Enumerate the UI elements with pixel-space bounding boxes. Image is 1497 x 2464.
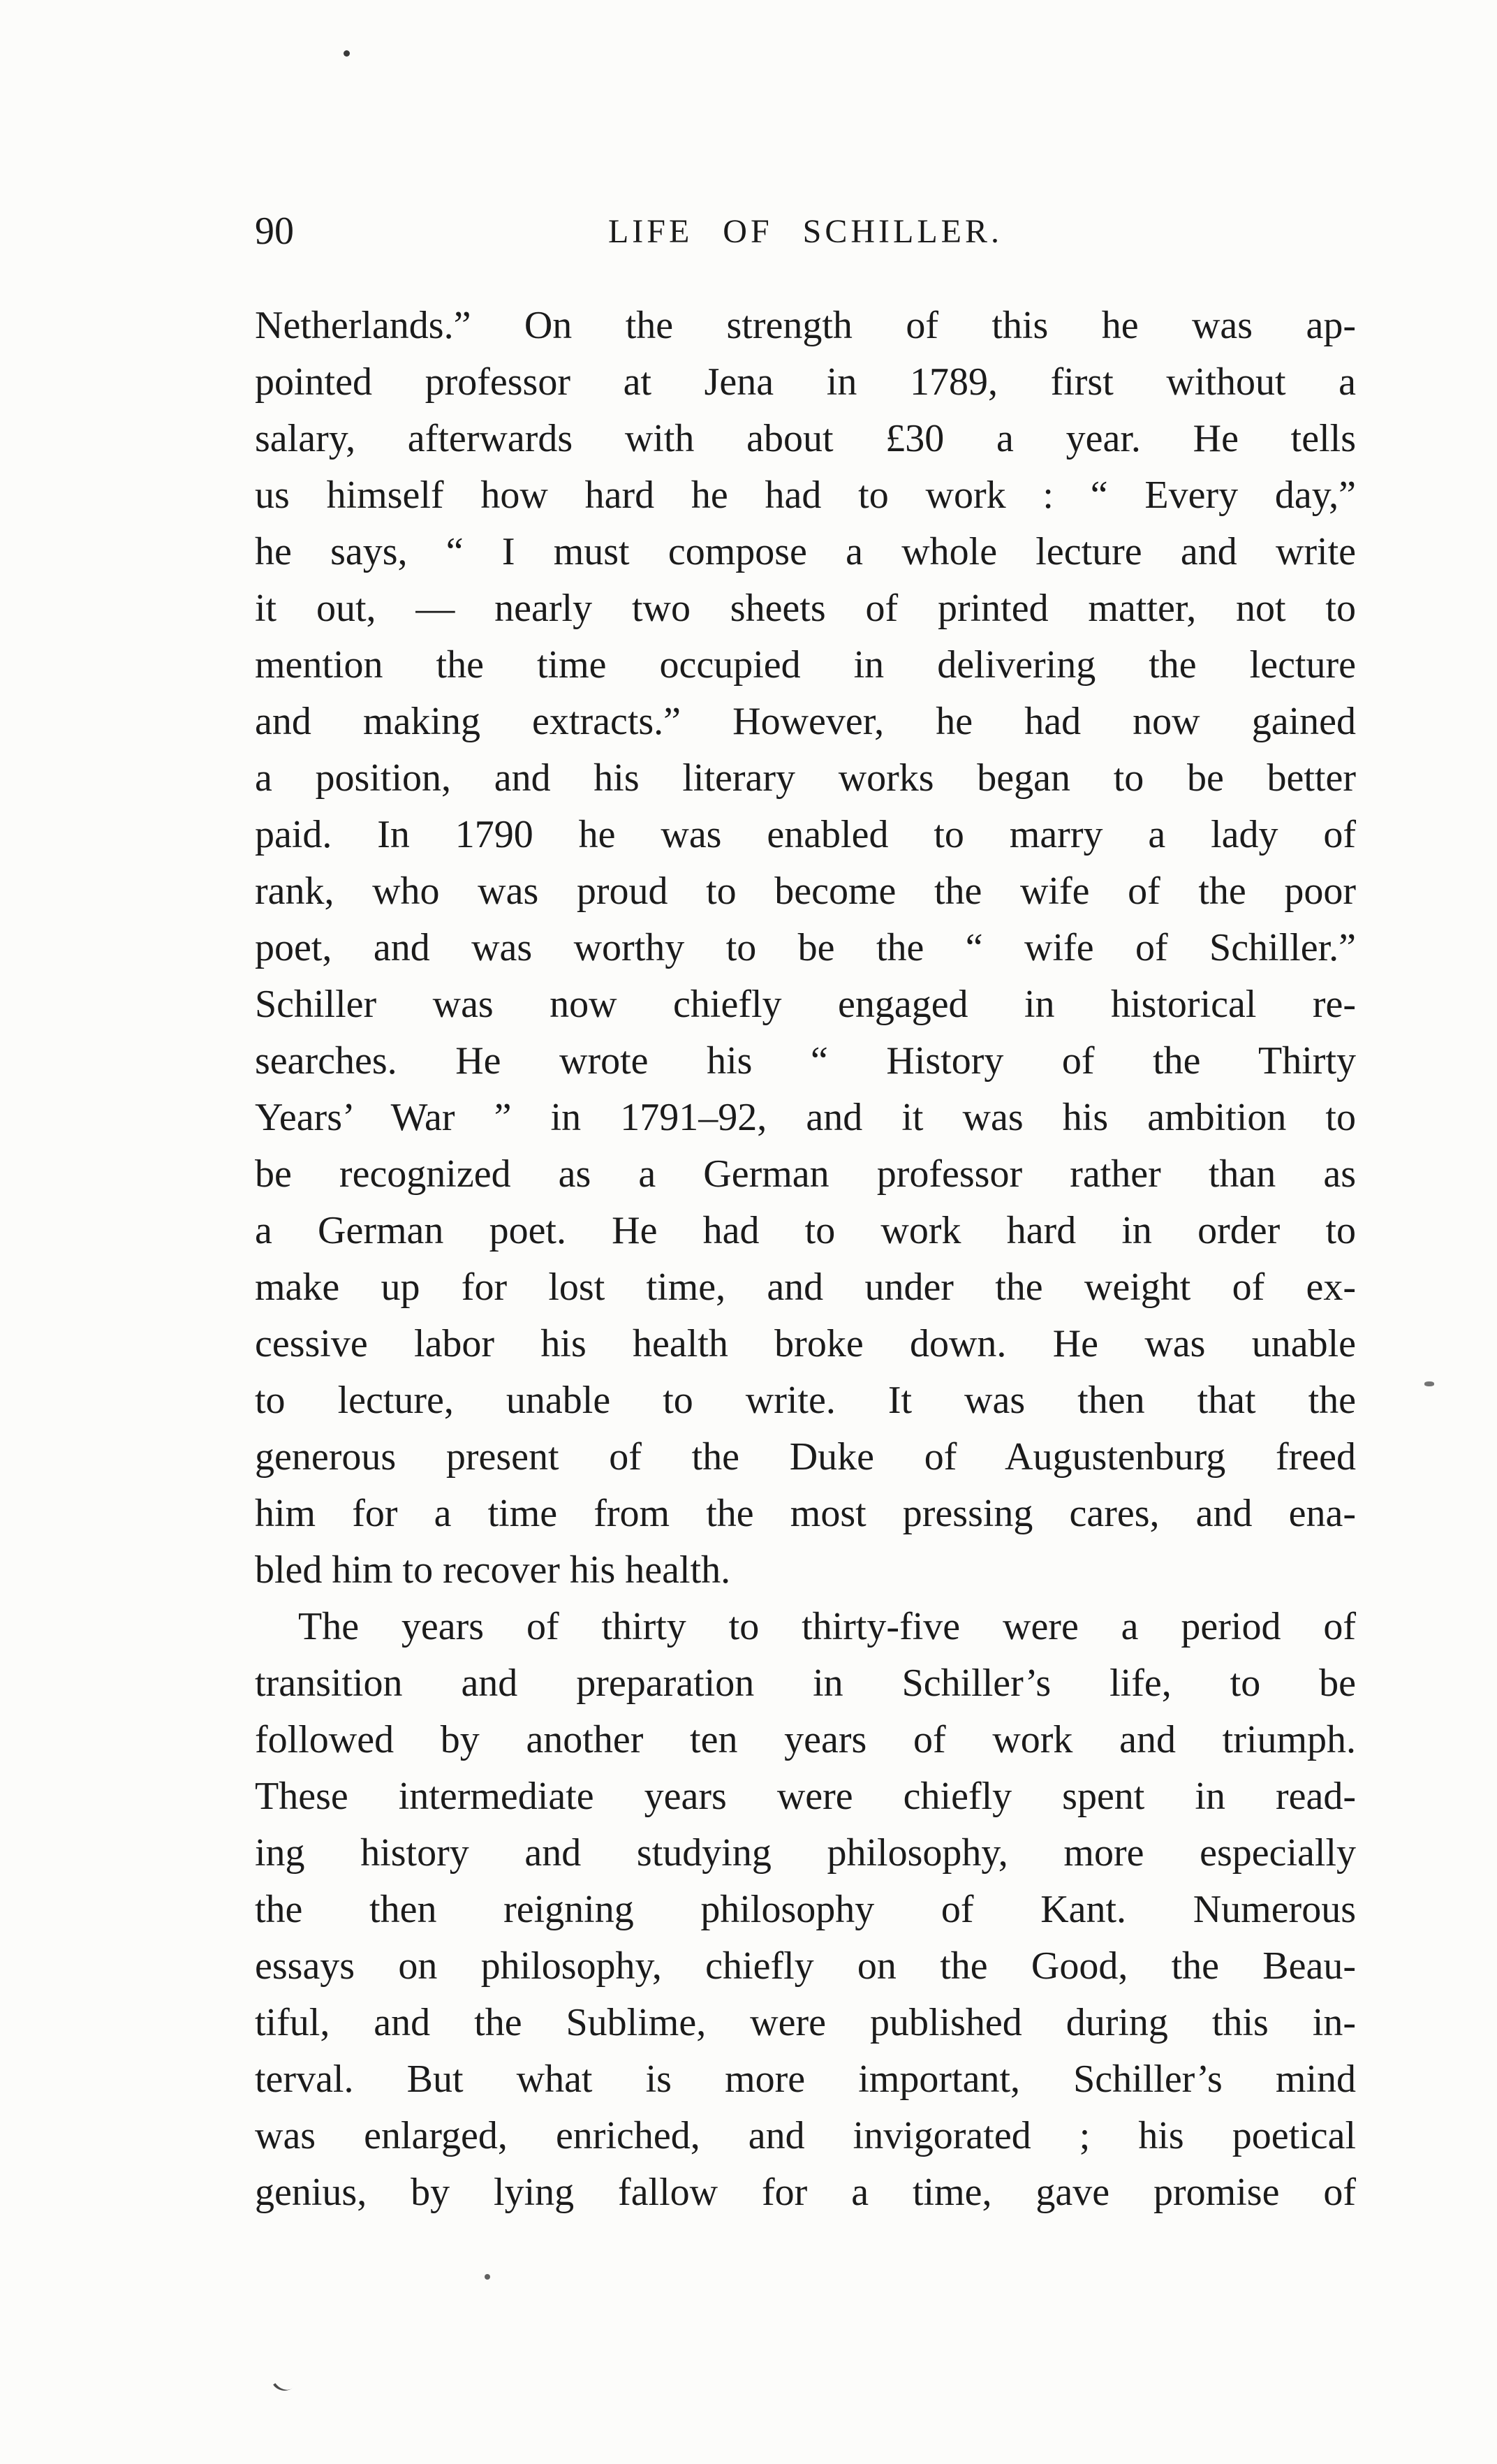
text-line: essays on philosophy, chiefly on the Good, the Beau- bbox=[255, 1944, 1356, 1988]
page-number: 90 bbox=[255, 210, 294, 253]
text-line: transition and preparation in Schiller’s life, to be bbox=[255, 1662, 1356, 1705]
text-line: followed by another ten years of work and triumph. bbox=[255, 1718, 1356, 1761]
text-line: he says, “ I must compose a whole lecture and write bbox=[255, 530, 1356, 573]
page-header bbox=[255, 208, 1356, 254]
text-line: cessive labor his health broke down. He was unable bbox=[255, 1322, 1356, 1365]
text-line: generous present of the Duke of Augustenburg freed bbox=[255, 1435, 1356, 1479]
text-block bbox=[255, 298, 1356, 2221]
book-page bbox=[255, 208, 1356, 2221]
text-line: him for a time from the most pressing cares, and ena- bbox=[255, 1492, 1356, 1535]
text-line: us himself how hard he had to work : “ Every day,” bbox=[255, 474, 1356, 517]
scan-speck bbox=[1424, 1381, 1434, 1386]
text-line: The years of thirty to thirty-five were a period of bbox=[298, 1605, 1356, 1648]
text-line: was enlarged, enriched, and invigorated ; his poetical bbox=[255, 2114, 1356, 2157]
text-line: the then reigning philosophy of Kant. Numerous bbox=[255, 1888, 1356, 1931]
text-line: tiful, and the Sublime, were published during this in- bbox=[255, 2001, 1356, 2044]
text-line: a position, and his literary works began to be better bbox=[255, 756, 1356, 800]
text-line: genius, by lying fallow for a time, gave promise of bbox=[255, 2171, 1356, 2214]
text-line: bled him to recover his health. bbox=[255, 1548, 731, 1592]
text-line: terval. But what is more important, Schiller’s mind bbox=[255, 2058, 1356, 2101]
scan-speck bbox=[344, 50, 350, 57]
text-line: ing history and studying philosophy, more especially bbox=[255, 1831, 1356, 1875]
scan-pen-mark bbox=[273, 2373, 298, 2396]
text-line: be recognized as a German professor rather than as bbox=[255, 1152, 1356, 1196]
text-line: make up for lost time, and under the weight of ex- bbox=[255, 1266, 1356, 1309]
text-line: pointed professor at Jena in 1789, first without a bbox=[255, 360, 1356, 404]
text-line: it out, — nearly two sheets of printed matter, not to bbox=[255, 587, 1356, 630]
text-line: salary, afterwards with about £30 a year. He tells bbox=[255, 417, 1356, 460]
text-line: mention the time occupied in delivering the lecture bbox=[255, 643, 1356, 687]
running-header-title: LIFE OF SCHILLER. bbox=[607, 213, 1003, 250]
text-line: Schiller was now chiefly engaged in historical re- bbox=[255, 983, 1356, 1026]
text-line: a German poet. He had to work hard in order to bbox=[255, 1209, 1356, 1252]
text-line: and making extracts.” However, he had now gained bbox=[255, 700, 1356, 743]
text-line: Netherlands.” On the strength of this he was ap- bbox=[255, 304, 1356, 347]
text-line: to lecture, unable to write. It was then that the bbox=[255, 1379, 1356, 1422]
text-line: poet, and was worthy to be the “ wife of Schiller.” bbox=[255, 926, 1356, 969]
text-line: Years’ War ” in 1791–92, and it was his ambition to bbox=[255, 1096, 1356, 1139]
text-line: searches. He wrote his “ History of the Thirty bbox=[255, 1039, 1356, 1083]
text-line: paid. In 1790 he was enabled to marry a lady of bbox=[255, 813, 1356, 856]
text-line: These intermediate years were chiefly spent in read- bbox=[255, 1775, 1356, 1818]
scan-speck bbox=[485, 2274, 490, 2280]
text-line: rank, who was proud to become the wife of the poor bbox=[255, 870, 1356, 913]
